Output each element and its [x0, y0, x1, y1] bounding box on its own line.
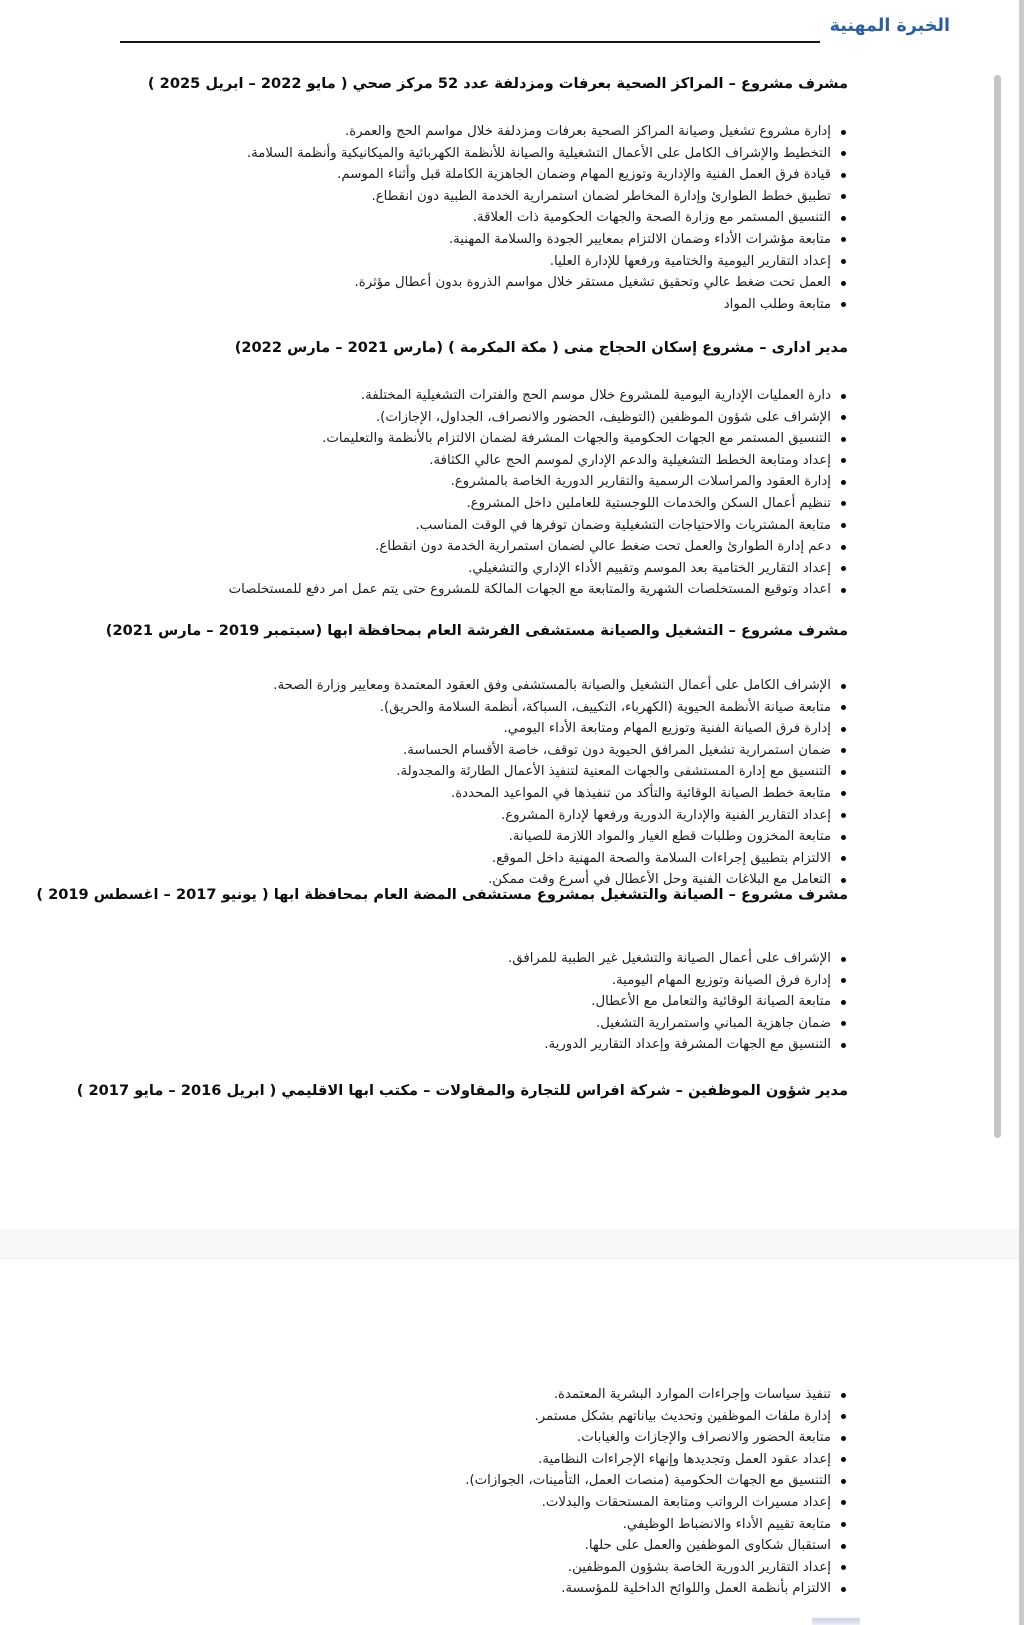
job-duty-item: متابعة خطط الصيانة الوقائية والتأكد من تنفيذها في المواعيد المحددة.: [36, 783, 848, 805]
job-title: مشرف مشروع – المراكز الصحية بعرفات ومزدلفة عدد 52 مركز صحي ( مايو 2022 – ابريل 2025 ): [147, 75, 848, 92]
job-duty-item: إعداد التقارير اليومية والختامية ورفعها للإدارة العليا.: [36, 251, 848, 273]
job-duty-item: التنسيق مع الجهات المشرفة وإعداد التقارير الدورية.: [36, 1034, 848, 1056]
job-title: مدير ادارى – مشروع إسكان الحجاج منى ( مكة المكرمة ) (مارس 2021 – مارس 2022): [234, 339, 848, 356]
job-duty-item: إدارة ملفات الموظفين وتحديث بياناتهم بشكل مستمر.: [36, 1406, 848, 1428]
job-duty-item: إعداد ومتابعة الخطط التشغيلية والدعم الإداري لموسم الحج عالي الكثافة.: [36, 450, 848, 472]
job-title: مشرف مشروع – الصيانة والتشغيل بمشروع مستشفى المضة العام بمحافظة ابها ( يونيو 2017 – اغسطس 2019 ): [36, 886, 848, 903]
job-title: مدير شؤون الموظفين – شركة افراس للتجارة والمقاولات – مكتب ابها الاقليمي ( ابريل 2016 – مايو 2017 ): [76, 1082, 848, 1099]
job-duties-list: [36, 1384, 848, 1600]
job-duty-item: إدارة العقود والمراسلات الرسمية والتقارير الدورية الخاصة بالمشروع.: [36, 471, 848, 493]
job-duty-item: قيادة فرق العمل الفنية والإدارية وتوزيع المهام وضمان الجاهزية الكاملة قبل وأثناء الموسم.: [36, 164, 848, 186]
job-duty-item: إدارة مشروع تشغيل وصيانة المراكز الصحية بعرفات ومزدلفة خلال مواسم الحج والعمرة.: [36, 121, 848, 143]
job-duty-item: متابعة مؤشرات الأداء وضمان الالتزام بمعايير الجودة والسلامة المهنية.: [36, 229, 848, 251]
job-duty-item: إدارة فرق الصيانة وتوزيع المهام اليومية.: [36, 970, 848, 992]
section-heading: الخبرة المهنية: [829, 16, 950, 36]
job-duty-item: إعداد عقود العمل وتجديدها وإنهاء الإجراءات النظامية.: [36, 1449, 848, 1471]
job-duty-item: متابعة المشتريات والاحتياجات التشغيلية وضمان توفرها في الوقت المناسب.: [36, 515, 848, 537]
job-duty-item: إعداد التقارير الفنية والإدارية الدورية ورفعها لإدارة المشروع.: [36, 805, 848, 827]
job-duty-item: دعم إدارة الطوارئ والعمل تحت ضغط عالي لضمان استمرارية الخدمة دون انقطاع.: [36, 536, 848, 558]
job-duty-item: ضمان جاهزية المباني واستمرارية التشغيل.: [36, 1013, 848, 1035]
job-duty-item: متابعة تقييم الأداء والانضباط الوظيفي.: [36, 1514, 848, 1536]
job-entry: [36, 884, 848, 1056]
job-duty-item: تنظيم أعمال السكن والخدمات اللوجستية للعاملين داخل المشروع.: [36, 493, 848, 515]
job-duties-list: [36, 121, 848, 315]
window-scrollbar-track[interactable]: [1019, 0, 1024, 1625]
job-duty-item: التنسيق المستمر مع الجهات الحكومية والجهات المشرفة لضمان الالتزام بالأنظمة والتعليمات.: [36, 428, 848, 450]
job-entry: [36, 1080, 848, 1600]
job-duty-item: اعداد وتوقيع المستخلصات الشهرية والمتابعة مع الجهات المالكة للمشروع حتى يتم عمل امر دفع للمستخلصات: [36, 579, 848, 601]
job-duty-item: الإشراف الكامل على أعمال التشغيل والصيانة بالمستشفى وفق العقود المعتمدة ومعايير وزارة الصحة.: [36, 675, 848, 697]
job-duty-item: متابعة صيانة الأنظمة الحيوية (الكهرباء، التكييف، السباكة، أنظمة السلامة والحريق).: [36, 697, 848, 719]
next-section-heading-clipped: [812, 1618, 860, 1625]
job-duty-item: الإشراف على شؤون الموظفين (التوظيف، الحضور والانصراف، الجداول، الإجازات).: [36, 407, 848, 429]
page-break-band: [0, 1229, 1019, 1259]
job-duty-item: التنسيق المستمر مع وزارة الصحة والجهات الحكومية ذات العلاقة.: [36, 207, 848, 229]
job-title: مشرف مشروع – التشغيل والصيانة مستشفى الفرشة العام بمحافظة ابها (سبتمبر 2019 – مارس 2021): [105, 622, 848, 639]
job-duty-item: إعداد التقارير الختامية بعد الموسم وتقييم الأداء الإداري والتشغيلي.: [36, 558, 848, 580]
job-duty-item: التنسيق مع الجهات الحكومية (منصات العمل، التأمينات، الجوازات).: [36, 1470, 848, 1492]
job-duties-list: [36, 675, 848, 891]
job-duty-item: تنفيذ سياسات وإجراءات الموارد البشرية المعتمدة.: [36, 1384, 848, 1406]
job-duty-item: الإشراف على أعمال الصيانة والتشغيل غير الطبية للمرافق.: [36, 948, 848, 970]
job-duty-item: متابعة الحضور والانصراف والإجازات والغيابات.: [36, 1427, 848, 1449]
job-duty-item: التخطيط والإشراف الكامل على الأعمال التشغيلية والصيانة للأنظمة الكهربائية والميكانيكية وأنظمة السلامة.: [36, 143, 848, 165]
job-duty-item: متابعة وطلب المواد: [36, 294, 848, 316]
job-entry: [36, 73, 848, 315]
jobs-list: [36, 0, 848, 1625]
job-duty-item: ضمان استمرارية تشغيل المرافق الحيوية دون توقف، خاصة الأقسام الحساسة.: [36, 740, 848, 762]
job-duty-item: متابعة المخزون وطلبات قطع الغيار والمواد اللازمة للصيانة.: [36, 826, 848, 848]
job-duty-item: التعامل مع البلاغات الفنية وحل الأعطال في أسرع وقت ممكن.: [36, 869, 848, 891]
job-duty-item: دارة العمليات الإدارية اليومية للمشروع خلال موسم الحج والفترات التشغيلية المختلفة.: [36, 385, 848, 407]
job-duties-list: [36, 948, 848, 1056]
job-duty-item: الالتزام بتطبيق إجراءات السلامة والصحة المهنية داخل الموقع.: [36, 848, 848, 870]
job-duty-item: إدارة فرق الصيانة الفنية وتوزيع المهام ومتابعة الأداء اليومي.: [36, 718, 848, 740]
job-duties-list: [36, 385, 848, 601]
job-entry: [36, 620, 848, 891]
job-duty-item: استقبال شكاوى الموظفين والعمل على حلها.: [36, 1535, 848, 1557]
job-duty-item: التنسيق مع إدارة المستشفى والجهات المعنية لتنفيذ الأعمال الطارئة والمجدولة.: [36, 761, 848, 783]
document-scrollbar-thumb[interactable]: [994, 75, 1001, 1138]
job-duty-item: إعداد التقارير الدورية الخاصة بشؤون الموظفين.: [36, 1557, 848, 1579]
job-entry: [36, 337, 848, 601]
job-duty-item: متابعة الصيانة الوقائية والتعامل مع الأعطال.: [36, 991, 848, 1013]
job-duty-item: إعداد مسيرات الرواتب ومتابعة المستحقات والبدلات.: [36, 1492, 848, 1514]
job-duty-item: العمل تحت ضغط عالي وتحقيق تشغيل مستقر خلال مواسم الذروة بدون أعطال مؤثرة.: [36, 272, 848, 294]
job-duty-item: الالتزام بأنظمة العمل واللوائح الداخلية للمؤسسة.: [36, 1578, 848, 1600]
job-duty-item: تطبيق خطط الطوارئ وإدارة المخاطر لضمان استمرارية الخدمة الطبية دون انقطاع.: [36, 186, 848, 208]
